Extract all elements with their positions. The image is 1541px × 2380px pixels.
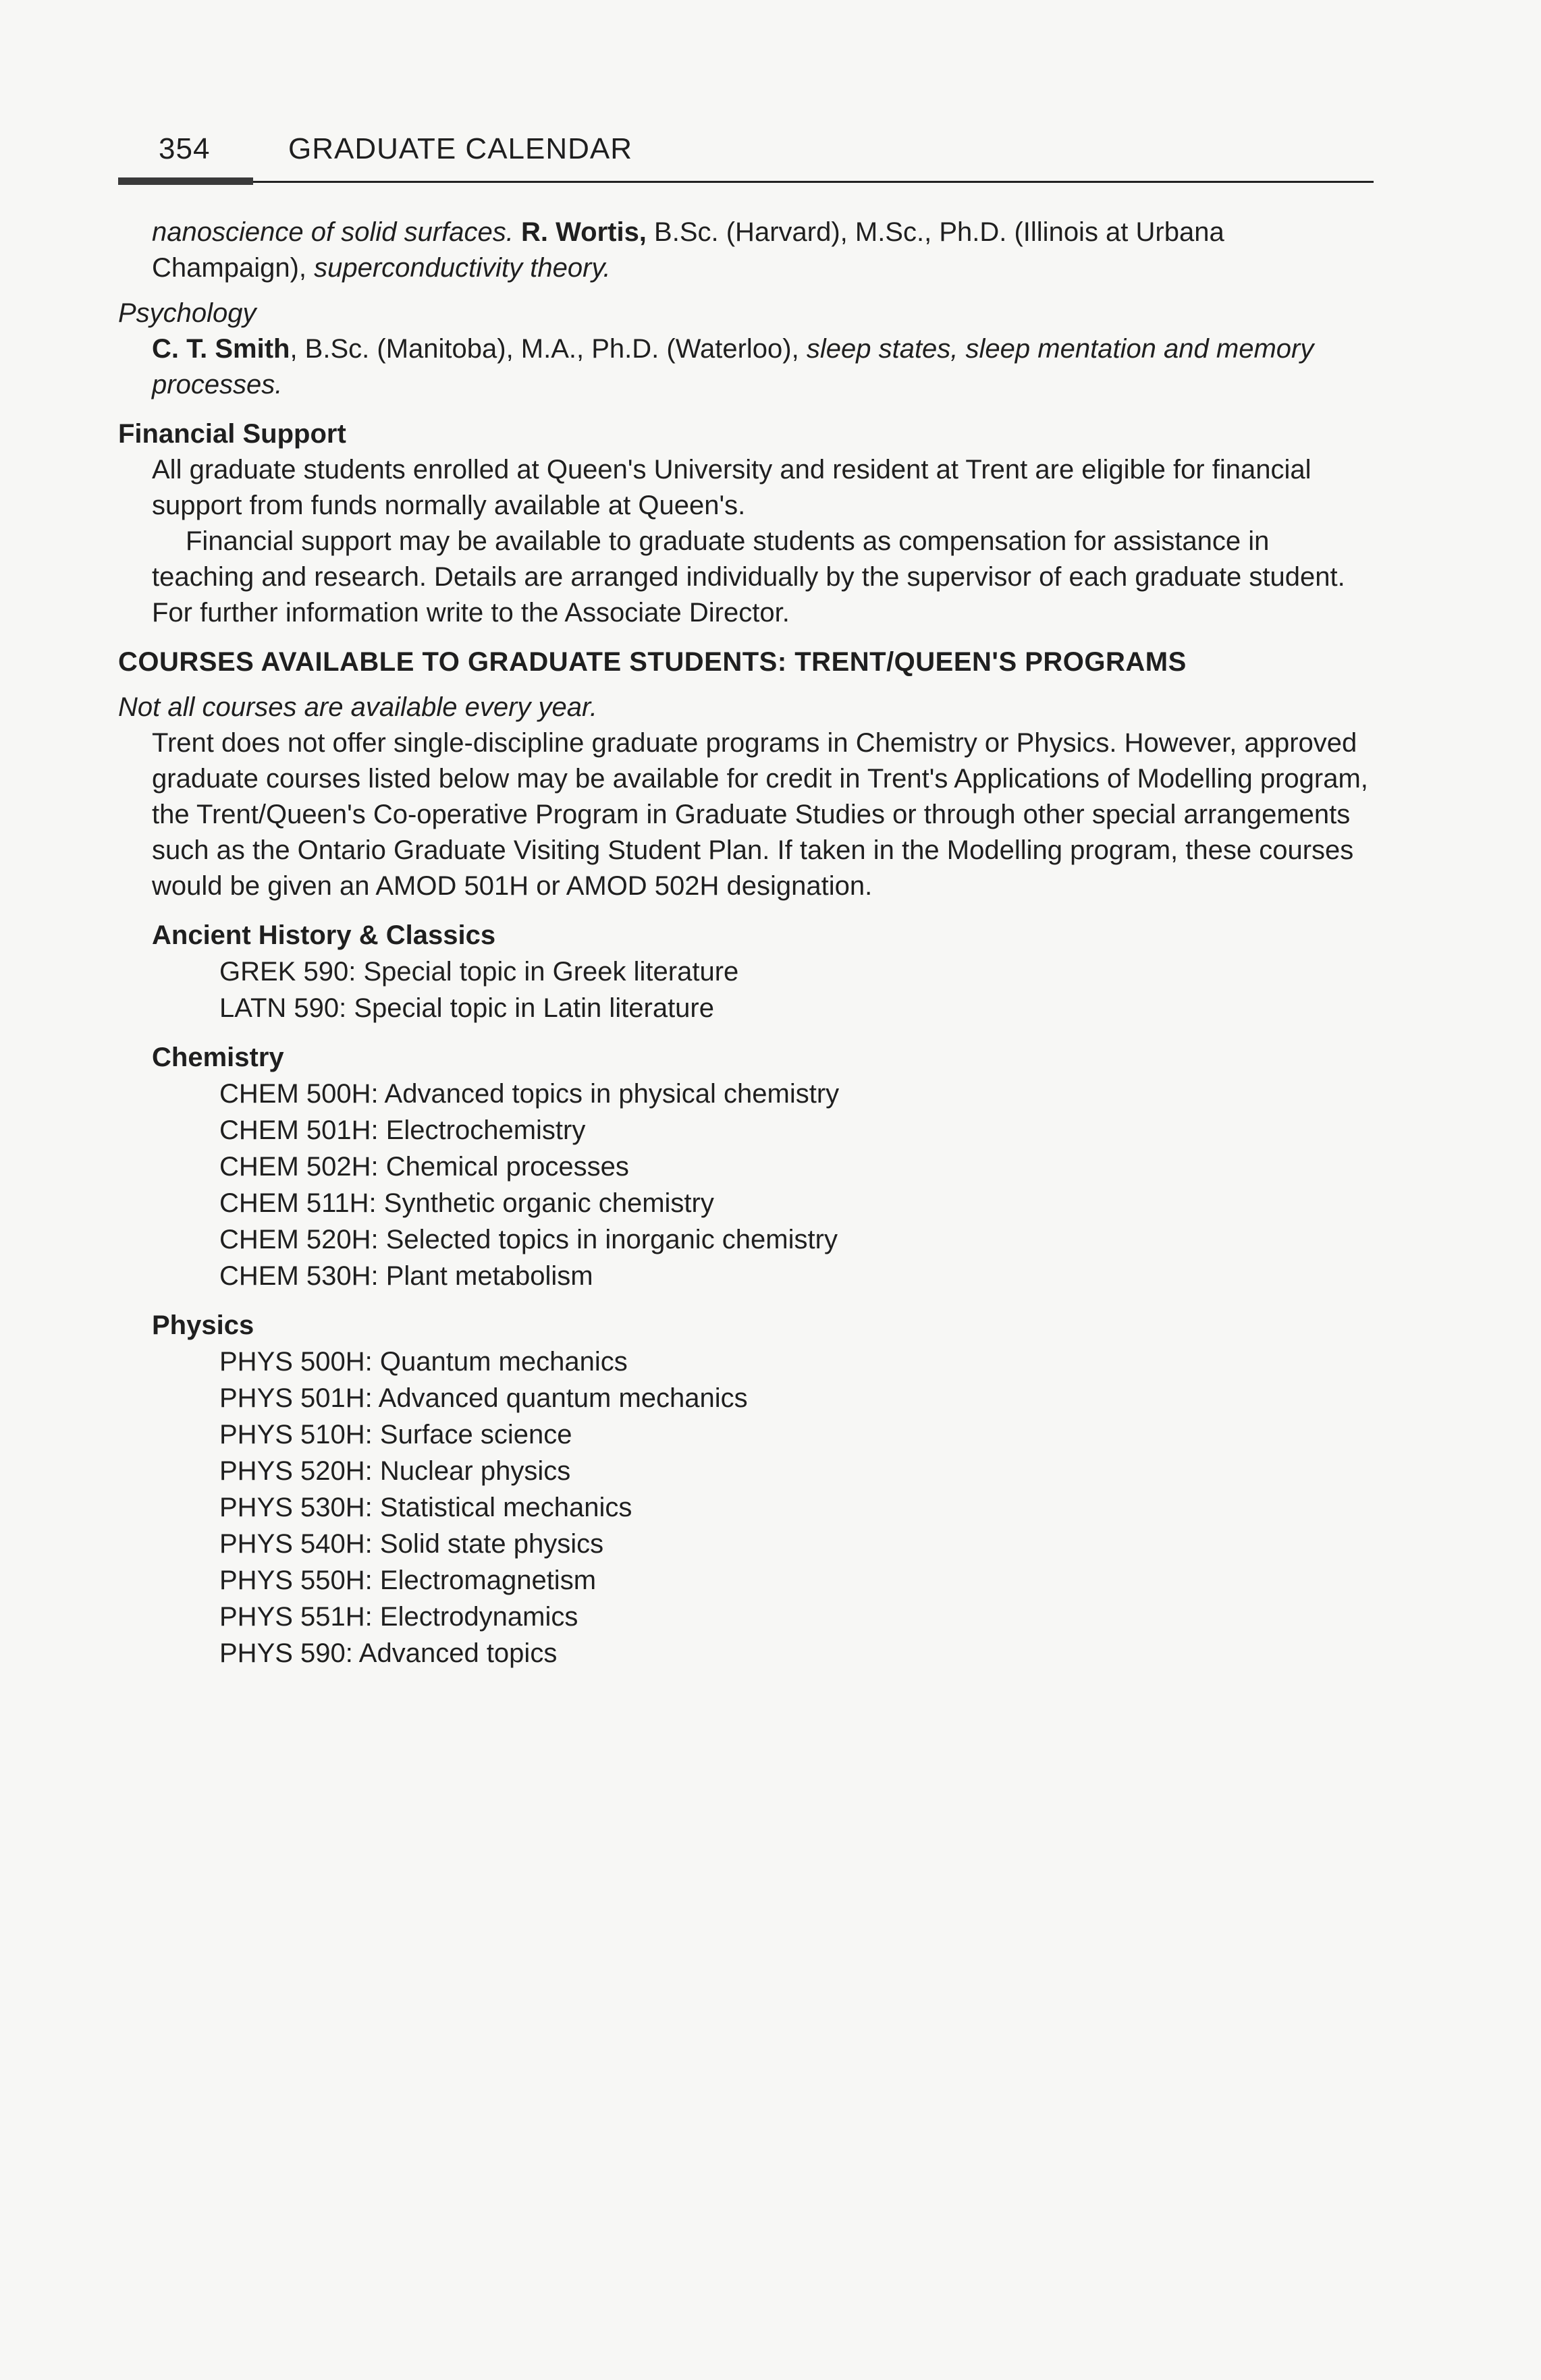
- course-item: CHEM 500H: Advanced topics in physical chemistry: [219, 1079, 840, 1109]
- financial-paragraph-2: Financial support may be available to graduate students as compensation for assistance in teaching and research. Details are arranged individually by the supervisor of each graduate student. For further information write to the Associate Director.: [152, 526, 1345, 628]
- faculty-entry-smith: [118, 331, 1374, 403]
- course-item: CHEM 530H: Plant metabolism: [219, 1261, 593, 1291]
- course-item: PHYS 520H: Nuclear physics: [219, 1456, 571, 1486]
- courses-note: Not all courses are available every year.: [118, 692, 597, 722]
- course-item: CHEM 511H: Synthetic organic chemistry: [219, 1188, 714, 1218]
- faculty-degrees: , B.Sc. (Manitoba), M.A., Ph.D. (Waterloo),: [290, 334, 807, 364]
- running-title: GRADUATE CALENDAR: [288, 132, 633, 165]
- faculty-name: R. Wortis,: [520, 217, 647, 247]
- section-heading-courses: COURSES AVAILABLE TO GRADUATE STUDENTS: TRENT/QUEEN'S PROGRAMS: [118, 647, 1187, 677]
- financial-paragraph-1: All graduate students enrolled at Queen's University and resident at Trent are eligible for financial support from funds normally available at Queen's.: [152, 455, 1312, 520]
- header-rule: [118, 181, 1374, 183]
- course-item: LATN 590: Special topic in Latin literature: [219, 993, 714, 1023]
- course-item: CHEM 520H: Selected topics in inorganic chemistry: [219, 1225, 838, 1254]
- course-list: [118, 953, 1374, 1026]
- page-number: 354: [159, 132, 211, 165]
- course-item: PHYS 540H: Solid state physics: [219, 1529, 604, 1559]
- course-item: PHYS 550H: Electromagnetism: [219, 1566, 597, 1595]
- header-rule-accent: [118, 177, 253, 185]
- group-heading: Chemistry: [152, 1043, 284, 1072]
- research-area: superconductivity theory.: [314, 253, 611, 283]
- course-item: CHEM 502H: Chemical processes: [219, 1152, 629, 1182]
- course-item: GREK 590: Special topic in Greek literature: [219, 957, 739, 987]
- course-item: PHYS 590: Advanced topics: [219, 1638, 558, 1668]
- course-list: [118, 1344, 1374, 1671]
- research-area-prev: nanoscience of solid surfaces.: [152, 217, 514, 247]
- course-item: PHYS 501H: Advanced quantum mechanics: [219, 1383, 748, 1413]
- course-item: PHYS 551H: Electrodynamics: [219, 1602, 578, 1632]
- department-label: Psychology: [118, 298, 256, 328]
- page-content: [118, 215, 1374, 1671]
- group-heading: Ancient History & Classics: [152, 920, 496, 950]
- group-heading: Physics: [152, 1310, 254, 1340]
- courses-intro: Trent does not offer single-discipline graduate programs in Chemistry or Physics. However, approved graduate courses listed below may be available for credit in Trent's Applications of Modelling program, the Trent/Queen's Co-operative Program in Graduate Studies or through other special arrangements such as the Ontario Graduate Visiting Student Plan. If taken in the Modelling program, these courses would be given an AMOD 501H or AMOD 502H designation.: [152, 728, 1368, 901]
- course-list: [118, 1076, 1374, 1294]
- faculty-degrees: B.Sc. (Harvard), M.Sc., Ph.D. (Illinois at Urbana Champaign),: [152, 217, 1224, 283]
- course-item: PHYS 510H: Surface science: [219, 1420, 572, 1449]
- course-item: PHYS 500H: Quantum mechanics: [219, 1347, 628, 1377]
- course-item: CHEM 501H: Electrochemistry: [219, 1115, 586, 1145]
- running-header: [118, 128, 1374, 196]
- research-area: sleep states, sleep mentation and memory processes.: [152, 334, 1314, 399]
- course-item: PHYS 530H: Statistical mechanics: [219, 1493, 632, 1522]
- faculty-name: C. T. Smith: [152, 334, 290, 364]
- section-heading-financial: Financial Support: [118, 419, 346, 449]
- faculty-entry-wortis: [118, 215, 1374, 286]
